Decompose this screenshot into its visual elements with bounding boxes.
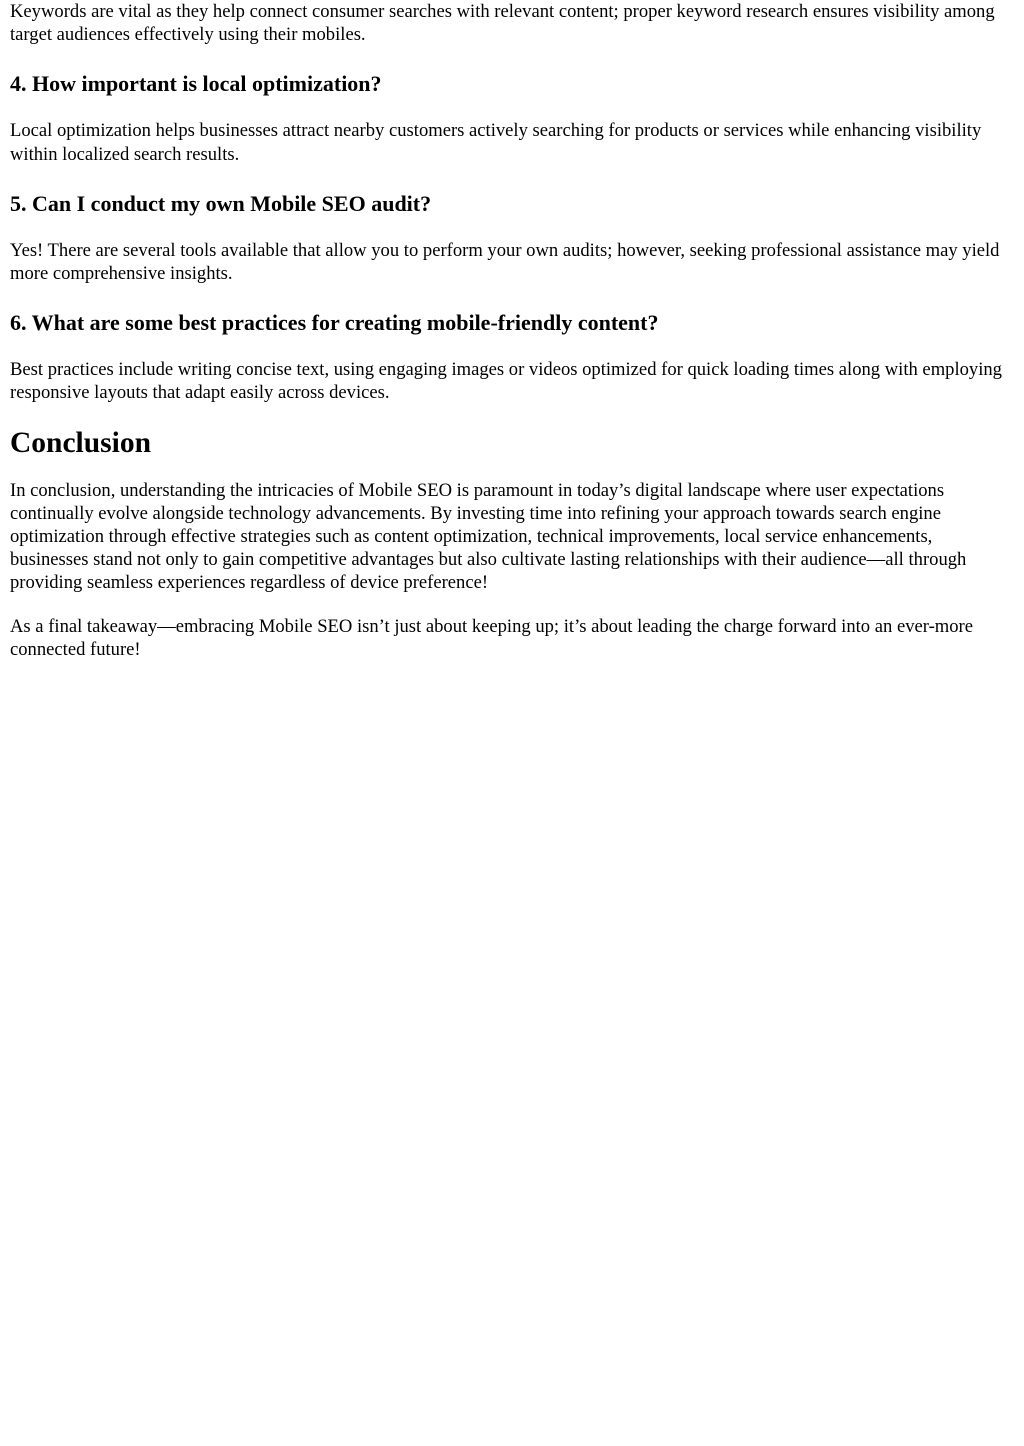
faq-question-4: 4. How important is local optimization? bbox=[10, 71, 382, 97]
faq-answer-4: Local optimization helps businesses attract nearby customers actively searching for products or services while enhancing visibility within localized search results. bbox=[10, 120, 982, 165]
conclusion-heading: Conclusion bbox=[10, 426, 151, 459]
faq-answer-6: Best practices include writing concise text, using engaging images or videos optimized for quick loading times along with employing responsive layouts that adapt easily across devices. bbox=[10, 359, 1002, 404]
faq-answer-5: Yes! There are several tools available that allow you to perform your own audits; however, seeking professional assistance may yield more comprehensive insights. bbox=[10, 239, 1000, 285]
article-body bbox=[10, 0, 1014, 661]
faq-answer-3: Keywords are vital as they help connect consumer searches with relevant content; proper keyword research ensures visibility among target audiences effectively using their mobiles. bbox=[10, 1, 995, 46]
faq-question-6: 6. What are some best practices for creating mobile-friendly content? bbox=[10, 310, 659, 336]
faq-question-5: 5. Can I conduct my own Mobile SEO audit? bbox=[10, 190, 432, 216]
conclusion-paragraph: In conclusion, understanding the intricacies of Mobile SEO is paramount in today’s digital landscape where user expectations continually evolve alongside technology advancements. By investing time into refining your approach towards search engine optimization through effective strategies such as content optimization, technical improvements, local service enhancements, businesses stand not only to gain competitive advantages but also cultivate lasting relationships with their audience—all through providing seamless experiences regardless of device preference! bbox=[10, 479, 967, 594]
final-takeaway-paragraph: As a final takeaway—embracing Mobile SEO isn’t just about keeping up; it’s about leading the charge forward into an ever-more connected future! bbox=[10, 615, 973, 660]
